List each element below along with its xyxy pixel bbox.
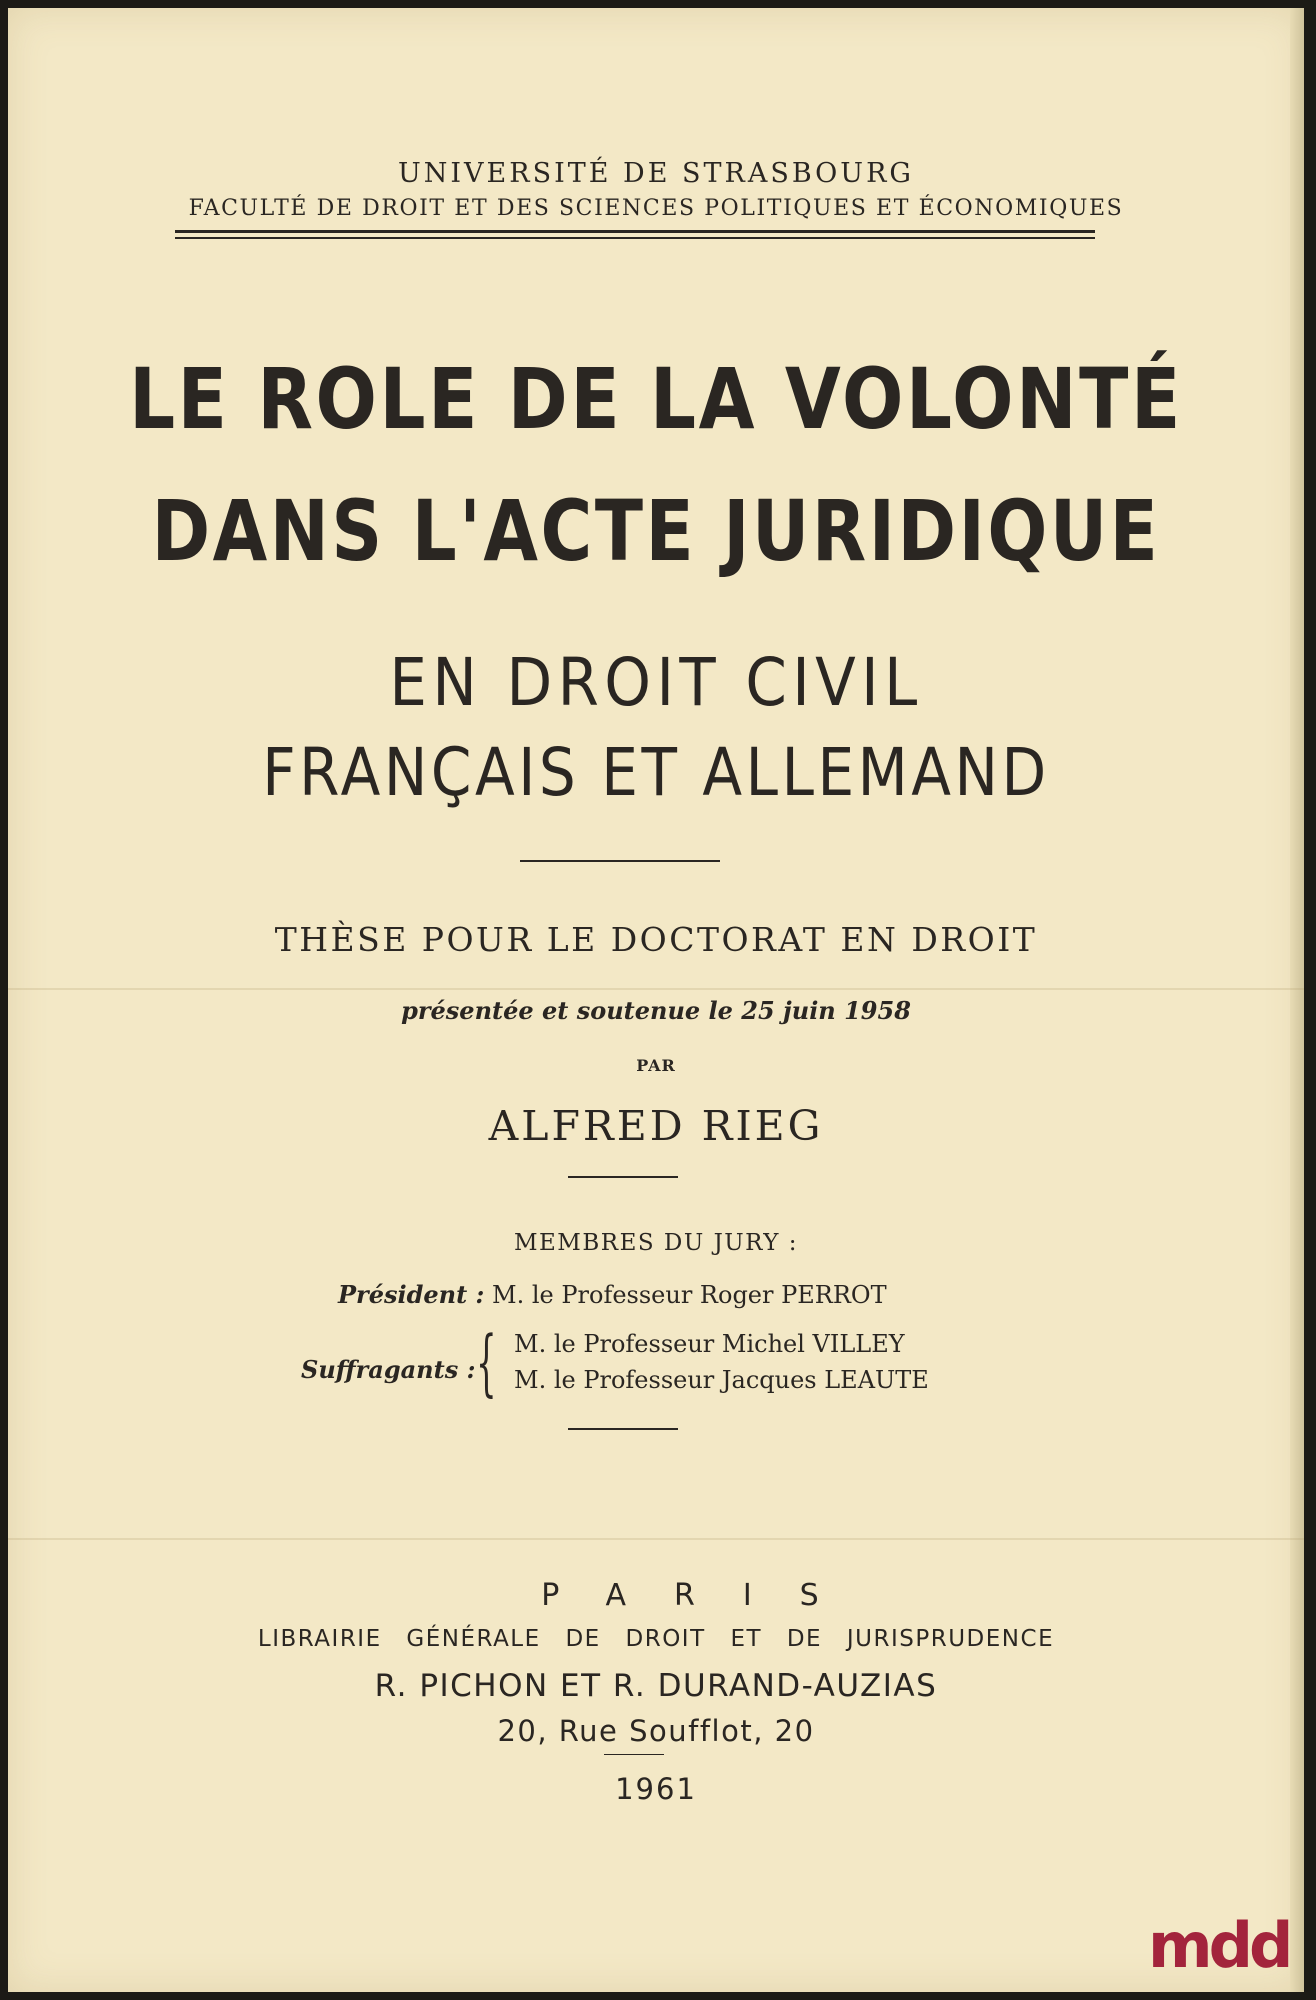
title-divider bbox=[520, 860, 720, 862]
suffragant-1: M. le Professeur Michel VILLEY bbox=[514, 1330, 905, 1358]
author-name: ALFRED RIEG bbox=[488, 1102, 824, 1150]
title-line-2: DANS L'ACTE JURIDIQUE bbox=[151, 482, 1161, 580]
publisher-names: R. PICHON ET R. DURAND-AUZIAS bbox=[374, 1668, 938, 1704]
brace-icon: { bbox=[476, 1320, 497, 1404]
author-divider bbox=[568, 1176, 678, 1178]
book-cover bbox=[8, 8, 1304, 1992]
publisher-address: 20, Rue Soufflot, 20 bbox=[497, 1714, 815, 1748]
president-name: M. le Professeur Roger PERROT bbox=[492, 1281, 887, 1309]
title-line-3: EN DROIT CIVIL bbox=[389, 644, 923, 721]
president-label: Président : bbox=[338, 1280, 485, 1309]
fold-line bbox=[8, 1538, 1304, 1540]
university-name: UNIVERSITÉ DE STRASBOURG bbox=[398, 158, 914, 189]
by-label: PAR bbox=[636, 1056, 676, 1075]
svg-text:mdd: mdd bbox=[1148, 1909, 1290, 1982]
thesis-type: THÈSE POUR LE DOCTORAT EN DROIT bbox=[274, 920, 1038, 959]
publisher-city: PARIS bbox=[541, 1578, 867, 1613]
faculty-name: FACULTÉ DE DROIT ET DES SCIENCES POLITIQUES ET ÉCONOMIQUES bbox=[188, 196, 1124, 221]
publisher-library: LIBRAIRIE GÉNÉRALE DE DROIT ET DE JURISPRUDENCE bbox=[257, 1626, 1055, 1652]
jury-heading: MEMBRES DU JURY : bbox=[513, 1230, 799, 1256]
publication-year: 1961 bbox=[615, 1772, 697, 1806]
defense-date: présentée et soutenue le 25 juin 1958 bbox=[401, 996, 911, 1025]
suffragant-2: M. le Professeur Jacques LEAUTE bbox=[514, 1366, 929, 1394]
header-double-rule bbox=[175, 230, 1095, 239]
address-divider bbox=[604, 1754, 664, 1755]
mdd-logo-icon bbox=[1146, 1905, 1306, 1985]
suffragants-label: Suffragants : bbox=[301, 1355, 476, 1384]
title-line-4: FRANÇAIS ET ALLEMAND bbox=[262, 734, 1050, 811]
jury-president bbox=[338, 1280, 887, 1309]
fold-line bbox=[8, 988, 1304, 990]
title-line-1: LE ROLE DE LA VOLONTÉ bbox=[129, 350, 1183, 448]
jury-divider bbox=[568, 1428, 678, 1430]
